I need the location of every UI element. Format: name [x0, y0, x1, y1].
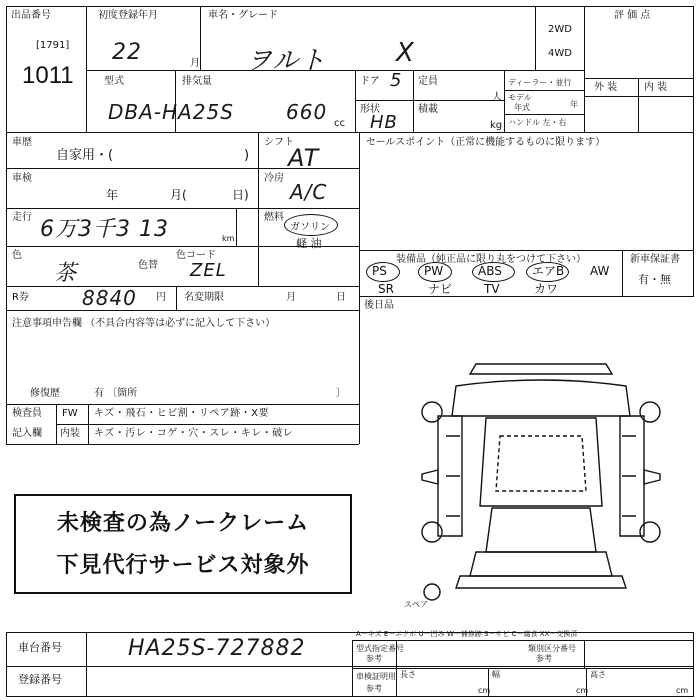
notes-label: 注意事項申告欄 （不具合内容等は必ずに記入して下さい） — [12, 318, 276, 329]
equipment-title: 装備品（純正品に限り丸をつけて下さい） — [396, 254, 586, 265]
equipment-item[interactable]: PS — [372, 264, 387, 278]
model-code-label: 型式 — [104, 76, 124, 87]
load-label: 積載 — [418, 104, 438, 115]
reg-label: 登録番号 — [18, 673, 62, 686]
chassis-no: HA25S-727882 — [128, 636, 306, 661]
color-label: 色 — [12, 250, 22, 261]
car-body-diagram[interactable] — [416, 356, 666, 606]
spare-label: スペア — [404, 600, 428, 609]
height-label: 高さ — [590, 670, 606, 679]
repair-label: 修復歴 — [30, 388, 60, 399]
notice-box — [14, 494, 352, 594]
ac: A/C — [290, 180, 328, 204]
equipment-item[interactable]: カワ — [534, 282, 559, 296]
int-text: キズ・汚レ・コゲ・穴・スレ・キレ・破レ — [94, 428, 294, 439]
equipment-item[interactable]: ABS — [478, 264, 502, 278]
name-change-month: 月 — [286, 292, 296, 303]
equipment-circle — [366, 262, 400, 282]
doors-label: ドア — [360, 76, 380, 87]
body: HB — [370, 112, 398, 133]
load-unit: kg — [490, 120, 503, 131]
inspection-label: 車検 — [12, 173, 32, 184]
ac-label: 冷房 — [264, 173, 284, 184]
inspector-label: 検査員 — [12, 408, 42, 419]
classification-label: 類別区分番号 — [528, 644, 576, 653]
equipment-item[interactable]: PW — [424, 264, 444, 278]
displacement: 660 — [286, 100, 328, 124]
equipment-circle — [472, 262, 515, 282]
length-cm: cm — [478, 686, 491, 695]
history-close: ) — [244, 148, 250, 163]
doors: 5 — [390, 70, 403, 91]
shift-label: シフト — [264, 137, 294, 148]
chassis-label: 車台番号 — [18, 641, 62, 654]
equipment-item[interactable]: ナビ — [428, 282, 453, 296]
color: 茶 — [54, 261, 78, 286]
recycle-value: 8840 — [82, 286, 137, 310]
type-cert-label: 型式指定番号 — [356, 644, 404, 653]
fuel-label: 燃料 — [264, 212, 284, 223]
drive-4wd: 4WD — [548, 48, 572, 59]
cert-ref: 参考 — [366, 684, 382, 693]
model-name: ヲルト — [246, 46, 327, 76]
year-unit: 年 — [570, 100, 578, 109]
repair-close: 〕 — [336, 388, 346, 399]
model-year-label: モデル — [508, 93, 532, 102]
inspection-year-unit: 年 — [106, 188, 119, 202]
body-label: 形状 — [360, 104, 380, 115]
cert-label: 車検証明用 — [356, 672, 396, 681]
equipment-item[interactable]: AW — [590, 264, 610, 278]
model-grade-label: 車名・グレード — [208, 10, 278, 21]
sales-point-label: セールスポイント（正常に機能するものに限ります） — [366, 137, 606, 148]
handle-label: ハンドル 左・右 — [508, 118, 567, 127]
displacement-unit: cc — [334, 118, 345, 129]
inspection-month-unit: 月( — [170, 188, 187, 202]
dealer-label: ディーラー・並行 — [508, 78, 572, 87]
lot-no: 1011 — [22, 62, 74, 89]
score-label: 評 価 点 — [614, 10, 651, 21]
equipment-circle — [526, 262, 569, 282]
notice-line1: 未検査の為ノークレーム — [56, 511, 310, 536]
width-label: 幅 — [492, 670, 500, 679]
fw-label: FW — [62, 408, 78, 419]
height-cm: cm — [676, 686, 689, 695]
classification-ref: 参考 — [536, 654, 552, 663]
capacity-unit: 人 — [492, 92, 502, 103]
fuel-diesel: 軽 油 — [296, 237, 322, 250]
model-code: DBA-HA25S — [108, 100, 234, 124]
repair-value: 有 〔箇所 — [94, 388, 138, 399]
new-car-label: 新車保証書 — [630, 254, 680, 265]
displacement-label: 排気量 — [182, 76, 212, 87]
fuel-gas-circle — [284, 214, 338, 236]
inspection-day-unit: 日) — [232, 188, 249, 202]
history-label: 車歴 — [12, 137, 32, 148]
history-value: 自家用・( — [56, 148, 114, 163]
lot-code: [1791] — [36, 40, 70, 51]
entry-label: 記入欄 — [12, 428, 42, 439]
length-label: 長さ — [400, 670, 416, 679]
width-cm: cm — [576, 686, 589, 695]
first-reg-month-unit: 月 — [190, 58, 200, 69]
mileage-unit: km — [222, 234, 235, 243]
mileage-label: 走行 — [12, 212, 32, 223]
mileage: 6万3千3 13 — [40, 217, 169, 242]
int-label: 内装 — [60, 428, 80, 439]
damage-legend: A－キズ E－エクボ U－凹み W－補修跡 S－サビ C－腐食 XX－交換済 — [356, 630, 578, 638]
later-label: 後日品 — [364, 300, 394, 311]
grade: X — [396, 38, 415, 68]
interior-label: 内 装 — [644, 82, 668, 93]
exterior-label: 外 装 — [594, 82, 618, 93]
first-reg-label: 初度登録年月 — [98, 10, 158, 21]
equipment-circle — [418, 262, 452, 282]
new-car-value: 有・無 — [638, 273, 671, 286]
recycle-unit: 円 — [156, 292, 166, 303]
name-change-day: 日 — [336, 292, 346, 303]
lot-no-label: 出品番号 — [11, 10, 51, 21]
recycle-label: R券 — [12, 292, 29, 303]
equipment-item[interactable]: TV — [484, 282, 500, 296]
first-reg-year: 22 — [112, 40, 142, 65]
capacity-label: 定員 — [418, 76, 438, 87]
name-change-label: 名変期限 — [184, 292, 224, 303]
fw-text: キズ・飛石・ヒビ割・リペア跡・X要 — [94, 408, 269, 419]
type-cert-ref: 参考 — [366, 654, 382, 663]
shift: AT — [288, 144, 320, 172]
notice-line2: 下見代行サービス対象外 — [56, 553, 310, 578]
color-code: ZEL — [190, 260, 227, 281]
fuel-gas: ガソリン — [290, 222, 330, 233]
drive-2wd: 2WD — [548, 24, 572, 35]
color-code-label: 色コード — [176, 250, 216, 261]
model-year-sub: 年式 — [514, 103, 530, 112]
color-change-label: 色替 — [138, 260, 158, 271]
equipment-item[interactable]: SR — [378, 282, 394, 296]
equipment-item[interactable]: エアB — [532, 264, 565, 278]
